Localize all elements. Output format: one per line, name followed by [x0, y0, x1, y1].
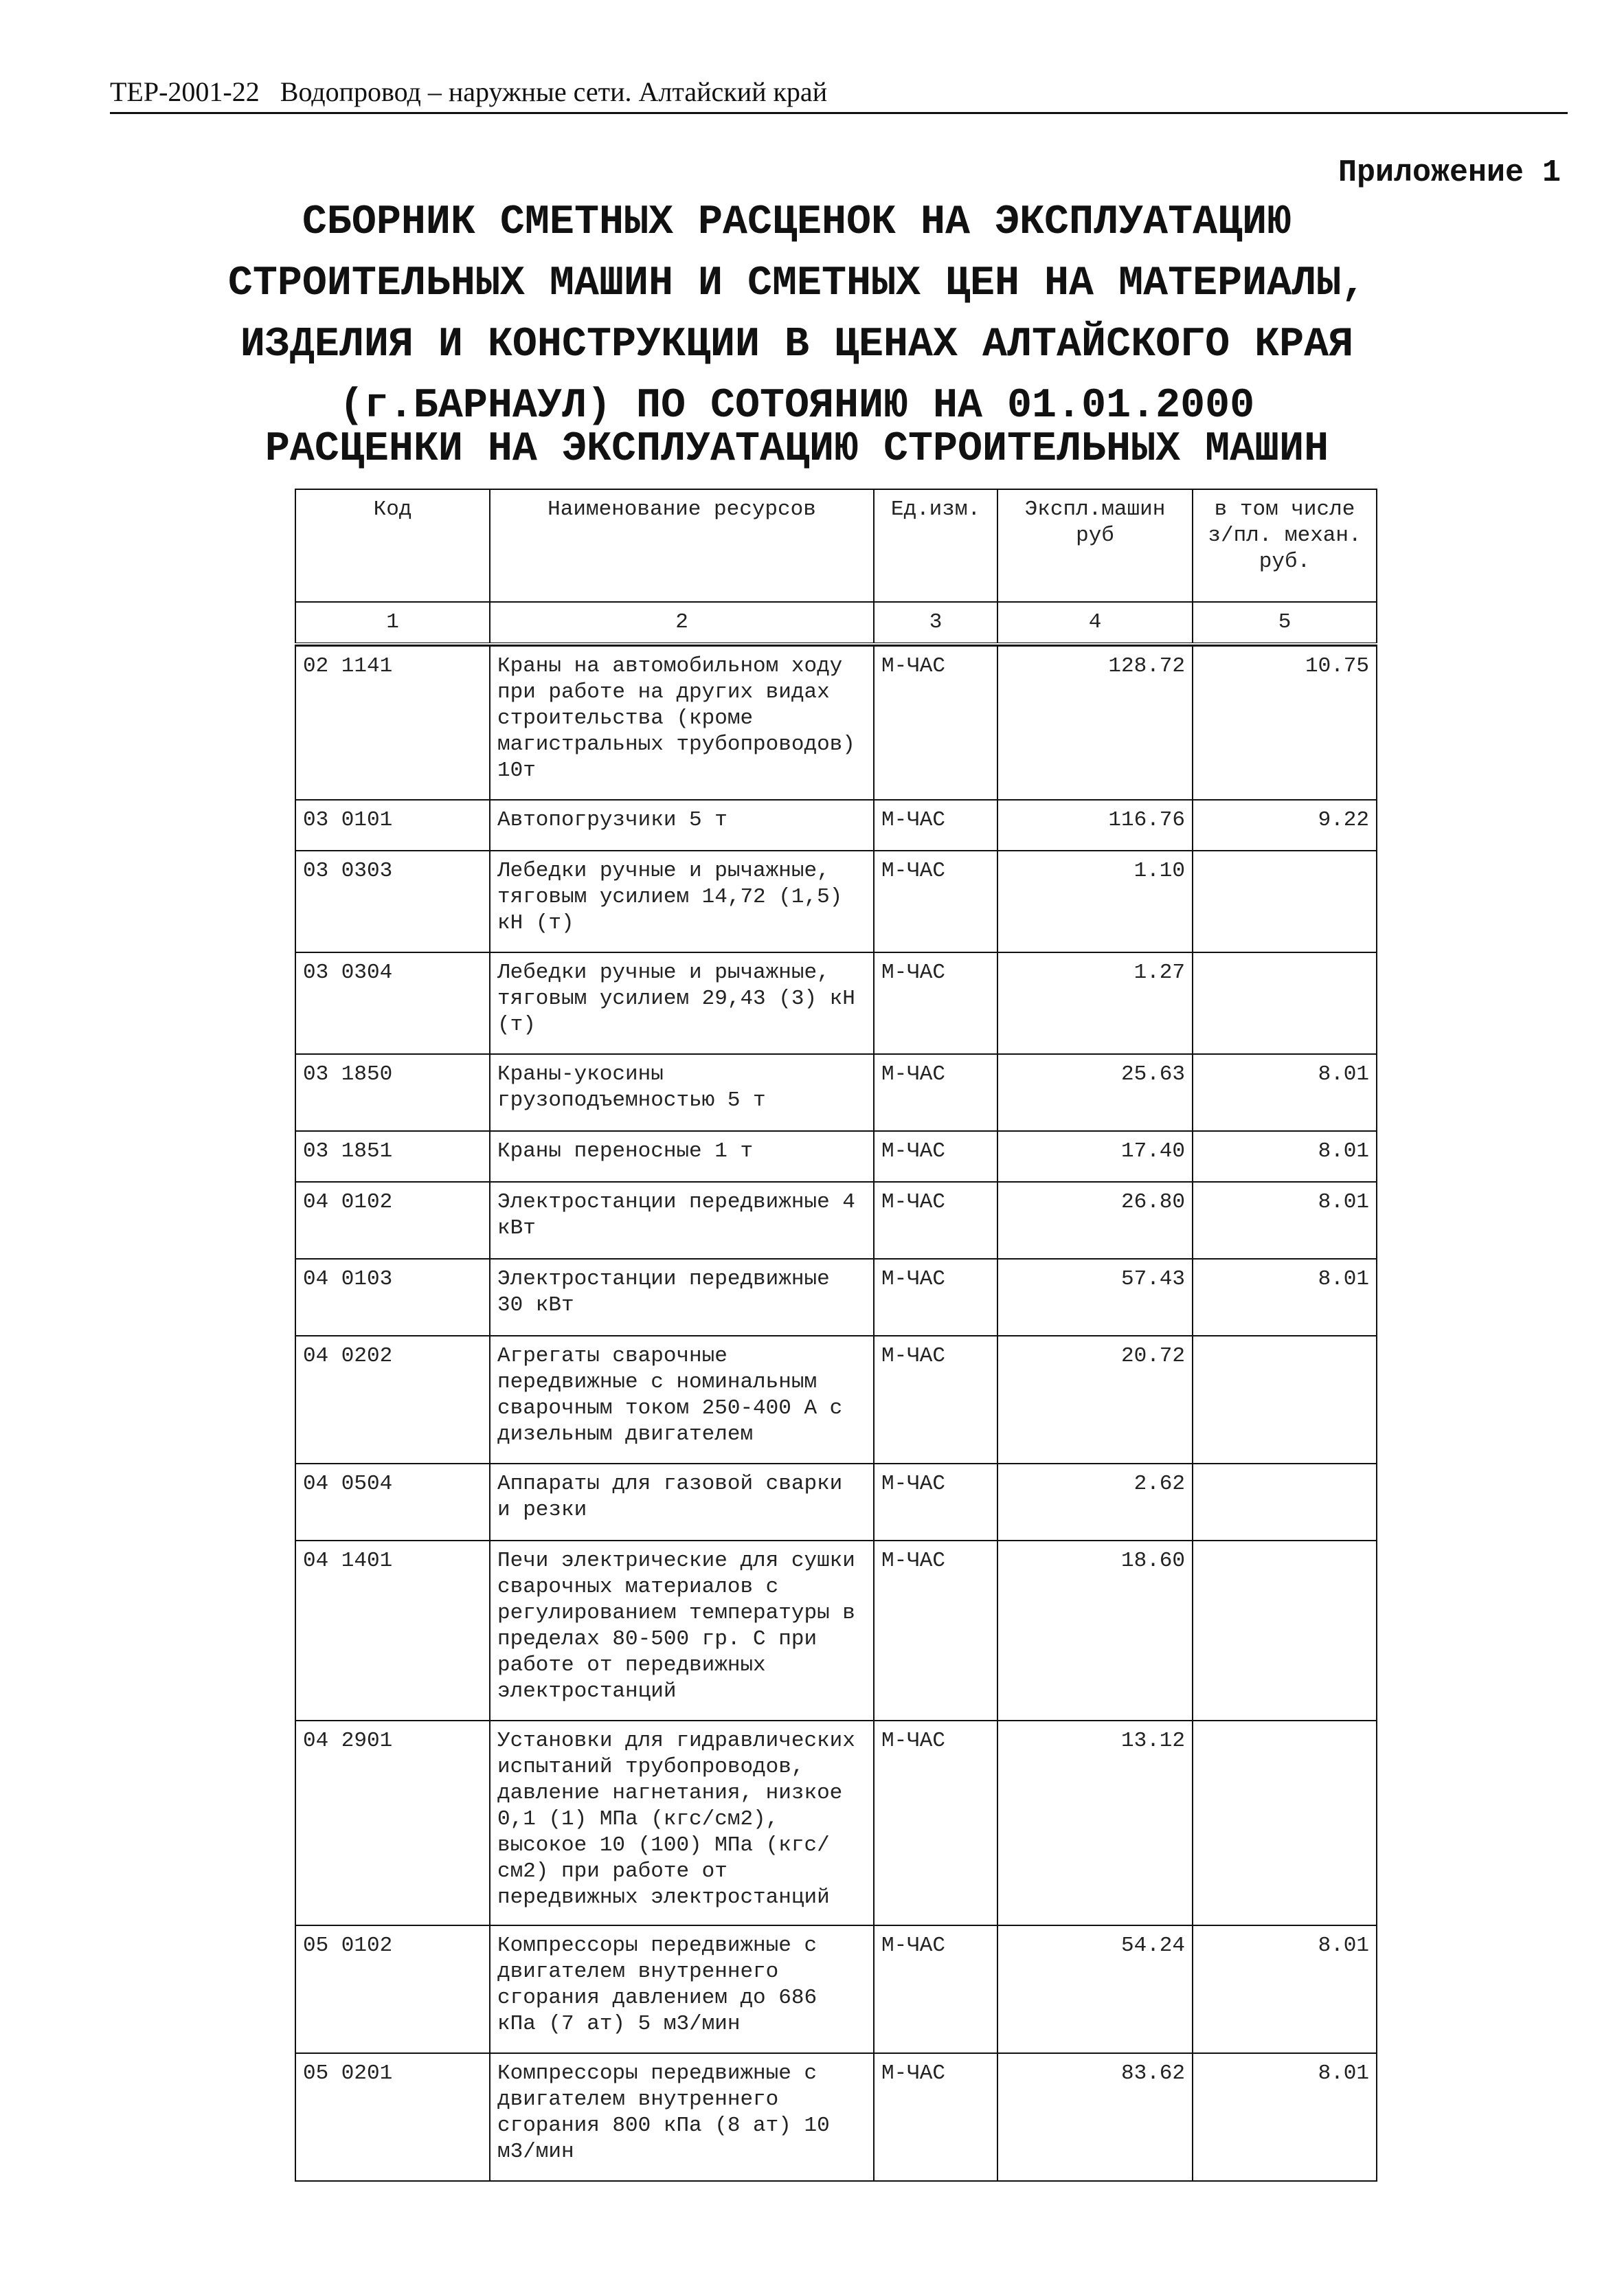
row-wage: 8.01 [1193, 1182, 1377, 1259]
column-number-row [295, 602, 1377, 644]
row-unit: М-ЧАС [874, 1464, 997, 1541]
row-unit: М-ЧАС [874, 800, 997, 851]
column-header-cost: Экспл.машин руб [997, 489, 1193, 602]
machine-rates-table [295, 489, 1377, 2182]
header-rule [110, 112, 1568, 114]
row-name: Лебедки ручные и рычажные, тяговым усилием 14,72 (1,5) кН (т) [490, 851, 874, 952]
row-name: Электростанции передвижные 30 кВт [490, 1259, 874, 1336]
row-name: Печи электрические для сушки сварочных материалов с регулированием температуры в пределах 80-500 гр. С при работе от передвижных электростанций [490, 1541, 874, 1721]
row-wage: 9.22 [1193, 800, 1377, 851]
column-header-code: Код [295, 489, 490, 602]
row-code: 03 1851 [295, 1131, 490, 1182]
row-code: 05 0102 [295, 1925, 490, 2053]
row-code: 04 0504 [295, 1464, 490, 1541]
row-wage: 8.01 [1193, 1131, 1377, 1182]
column-number: 2 [490, 602, 874, 644]
row-cost: 54.24 [997, 1925, 1193, 2053]
row-wage: 8.01 [1193, 2053, 1377, 2181]
title-line: СБОРНИК СМЕТНЫХ РАСЦЕНОК НА ЭКСПЛУАТАЦИЮ [302, 199, 1292, 246]
row-cost: 25.63 [997, 1054, 1193, 1131]
row-unit: М-ЧАС [874, 646, 997, 800]
row-cost: 116.76 [997, 800, 1193, 851]
row-code: 04 0102 [295, 1182, 490, 1259]
table-row [295, 851, 1377, 952]
row-name: Лебедки ручные и рычажные, тяговым усилием 29,43 (3) кН (т) [490, 952, 874, 1054]
row-unit: М-ЧАС [874, 1182, 997, 1259]
row-cost: 57.43 [997, 1259, 1193, 1336]
table-header-row [295, 489, 1377, 602]
row-unit: М-ЧАС [874, 1721, 997, 1925]
running-header [110, 76, 1553, 109]
row-cost: 17.40 [997, 1131, 1193, 1182]
row-unit: М-ЧАС [874, 952, 997, 1054]
row-code: 03 0101 [295, 800, 490, 851]
row-name: Компрессоры передвижные с двигателем внутреннего сгорания 800 кПа (8 ат) 10 м3/мин [490, 2053, 874, 2181]
row-wage: 10.75 [1193, 646, 1377, 800]
row-code: 04 0103 [295, 1259, 490, 1336]
row-code: 04 2901 [295, 1721, 490, 1925]
row-unit: М-ЧАС [874, 1131, 997, 1182]
column-header-name: Наименование ресурсов [490, 489, 874, 602]
row-cost: 26.80 [997, 1182, 1193, 1259]
doc-code: ТЕР-2001-22 [110, 76, 260, 107]
column-number: 3 [874, 602, 997, 644]
row-wage [1193, 952, 1377, 1054]
row-name: Агрегаты сварочные передвижные с номинальным сварочным током 250-400 А с дизельным двигателем [490, 1336, 874, 1464]
section-title: РАСЦЕНКИ НА ЭКСПЛУАТАЦИЮ СТРОИТЕЛЬНЫХ МАШИН [264, 426, 1329, 473]
title-line: (г.БАРНАУЛ) ПО СОТОЯНИЮ НА 01.01.2000 [339, 383, 1255, 429]
column-number: 5 [1193, 602, 1377, 644]
row-unit: М-ЧАС [874, 1541, 997, 1721]
row-code: 03 1850 [295, 1054, 490, 1131]
column-number: 4 [997, 602, 1193, 644]
row-unit: М-ЧАС [874, 1054, 997, 1131]
row-name: Краны переносные 1 т [490, 1131, 874, 1182]
row-code: 04 1401 [295, 1541, 490, 1721]
row-wage: 8.01 [1193, 1925, 1377, 2053]
row-name: Компрессоры передвижные с двигателем внутреннего сгорания давлением до 686 кПа (7 ат) 5 м3/мин [490, 1925, 874, 2053]
table-row [295, 1182, 1377, 1259]
row-code: 03 0304 [295, 952, 490, 1054]
table-row [295, 646, 1377, 800]
row-wage [1193, 1721, 1377, 1925]
table-row [295, 1259, 1377, 1336]
row-code: 05 0201 [295, 2053, 490, 2181]
row-cost: 83.62 [997, 2053, 1193, 2181]
row-wage [1193, 1336, 1377, 1464]
row-cost: 20.72 [997, 1336, 1193, 1464]
table-row [295, 1054, 1377, 1131]
row-cost: 1.27 [997, 952, 1193, 1054]
document-title [137, 192, 1456, 437]
row-name: Установки для гидравлических испытаний трубопроводов, давление нагнетания, низкое 0,1 (1) МПа (кгс/см2), высокое 10 (100) МПа (кгс/см2) при работе от передвижных электростанций [490, 1721, 874, 1925]
column-number: 1 [295, 602, 490, 644]
row-wage: 8.01 [1193, 1259, 1377, 1336]
column-header-wage: в том числе з/пл. механ. руб. [1193, 489, 1377, 602]
row-wage: 8.01 [1193, 1054, 1377, 1131]
title-line: СТРОИТЕЛЬНЫХ МАШИН И СМЕТНЫХ ЦЕН НА МАТЕРИАЛЫ, [227, 260, 1366, 307]
row-unit: М-ЧАС [874, 2053, 997, 2181]
row-cost: 128.72 [997, 646, 1193, 800]
doc-title: Водопровод – наружные сети. Алтайский край [280, 76, 828, 107]
row-unit: М-ЧАС [874, 851, 997, 952]
table-row [295, 1721, 1377, 1925]
row-wage [1193, 1541, 1377, 1721]
title-line: ИЗДЕЛИЯ И КОНСТРУКЦИИ В ЦЕНАХ АЛТАЙСКОГО КРАЯ [240, 322, 1354, 368]
table-row [295, 2053, 1377, 2181]
row-name: Электростанции передвижные 4 кВт [490, 1182, 874, 1259]
table-row [295, 1464, 1377, 1541]
table-row [295, 1541, 1377, 1721]
row-code: 04 0202 [295, 1336, 490, 1464]
row-unit: М-ЧАС [874, 1259, 997, 1336]
column-header-unit: Ед.изм. [874, 489, 997, 602]
row-name: Автопогрузчики 5 т [490, 800, 874, 851]
table-row [295, 952, 1377, 1054]
table-row [295, 1925, 1377, 2053]
table-row [295, 1336, 1377, 1464]
row-code: 02 1141 [295, 646, 490, 800]
table-row [295, 1131, 1377, 1182]
row-name: Краны-укосины грузоподъемностью 5 т [490, 1054, 874, 1131]
table-row [295, 800, 1377, 851]
row-wage [1193, 1464, 1377, 1541]
row-cost: 18.60 [997, 1541, 1193, 1721]
row-name: Краны на автомобильном ходу при работе на других видах строительства (кроме магистральных трубопроводов) 10т [490, 646, 874, 800]
row-cost: 13.12 [997, 1721, 1193, 1925]
row-cost: 1.10 [997, 851, 1193, 952]
appendix-label: Приложение 1 [1338, 155, 1561, 190]
row-unit: М-ЧАС [874, 1336, 997, 1464]
row-unit: М-ЧАС [874, 1925, 997, 2053]
row-cost: 2.62 [997, 1464, 1193, 1541]
row-name: Аппараты для газовой сварки и резки [490, 1464, 874, 1541]
row-code: 03 0303 [295, 851, 490, 952]
row-wage [1193, 851, 1377, 952]
